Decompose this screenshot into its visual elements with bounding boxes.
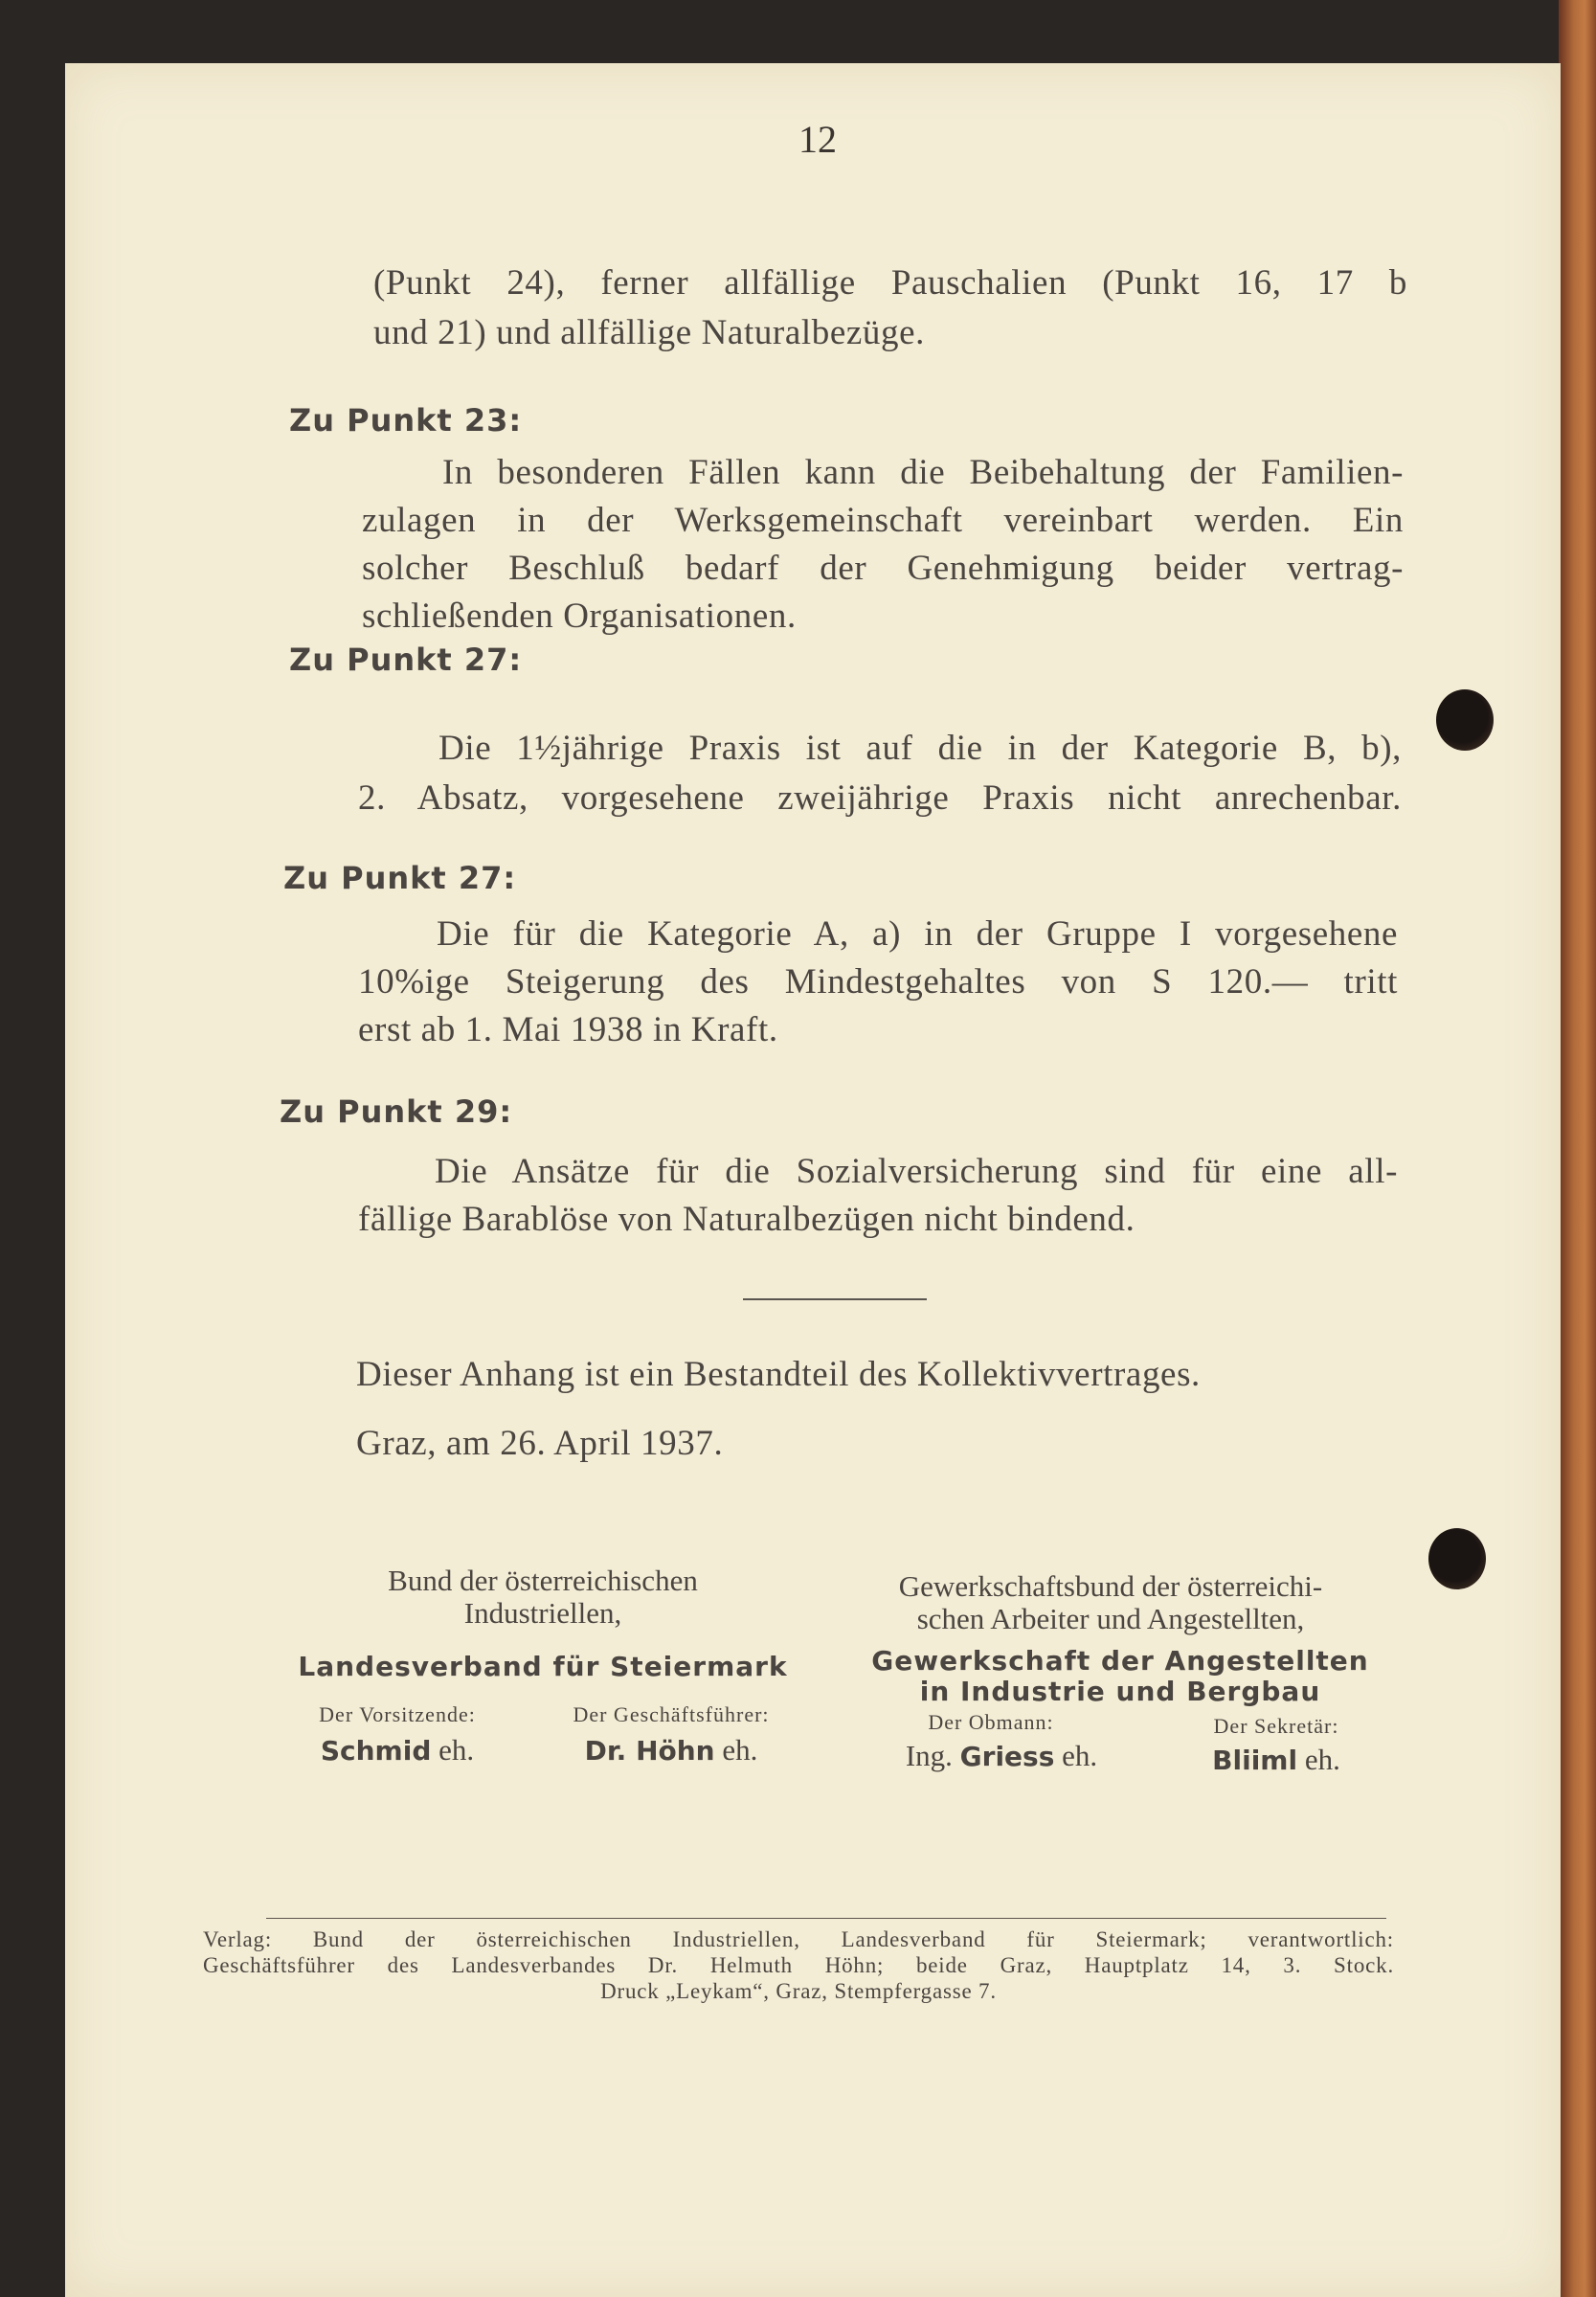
publisher-footer [203, 1926, 1394, 2004]
right-branch-line-2: in Industrie und Bergbau [919, 1676, 1321, 1707]
section-heading-punkt-23: Zu Punkt 23: [289, 402, 523, 439]
punch-hole-top [1436, 689, 1494, 751]
section-heading-punkt-27-second: Zu Punkt 27: [283, 860, 517, 896]
right-role-2: Der Sekretär: [1213, 1714, 1339, 1738]
left-signature-2 [542, 1733, 800, 1768]
left-role-1: Der Vorsitzende: [319, 1702, 476, 1726]
right-branch-line-1: Gewerkschaft der Angestellten [871, 1645, 1369, 1677]
punch-hole-bottom [1428, 1528, 1486, 1589]
right-signature-2 [1166, 1743, 1386, 1777]
left-branch: Landesverband für Steiermark [298, 1651, 788, 1682]
section-29-line-1: Die Ansätze für die Sozialversicherung sind für eine all- [435, 1152, 1398, 1191]
left-org-line-2: Industriellen, [463, 1596, 622, 1630]
section-27b-line-2: 10%ige Steigerung des Mindestgehaltes von S 120.— tritt [358, 962, 1398, 1002]
right-org-line-2: schen Arbeiter und Angestellten, [916, 1602, 1305, 1635]
binder-strip [1559, 0, 1596, 2297]
left-role-2: Der Geschäftsführer: [573, 1702, 770, 1726]
footer-rule [266, 1918, 1386, 1919]
closing-statement: Dieser Anhang ist ein Bestandteil des Kollektivvertrages. [356, 1355, 1201, 1394]
right-signature-1 [867, 1739, 1135, 1773]
section-heading-punkt-29: Zu Punkt 29: [280, 1093, 513, 1130]
right-name-1: Griess [959, 1741, 1055, 1772]
left-org-line-1: Bund der österreichischen [388, 1564, 698, 1597]
right-name-2: Bliiml [1212, 1745, 1298, 1776]
place-date: Graz, am 26. April 1937. [356, 1424, 724, 1463]
section-23-line-1: In besonderen Fällen kann die Beibehaltung der Familien- [442, 453, 1404, 492]
left-suffix-1: eh. [438, 1733, 475, 1767]
right-org-line-1: Gewerkschaftsbund der österreichi- [898, 1569, 1323, 1603]
left-signature-1 [278, 1733, 517, 1768]
left-suffix-2: eh. [722, 1733, 758, 1767]
left-name-2: Dr. Höhn [584, 1735, 715, 1767]
section-23-line-4: schließenden Organisationen. [362, 597, 797, 636]
section-23-line-2: zulagen in der Werksgemeinschaft vereinbart werden. Ein [362, 501, 1404, 540]
section-27b-line-3: erst ab 1. Mai 1938 in Kraft. [358, 1010, 778, 1049]
footer-line-3: Druck „Leykam“, Graz, Stempfergasse 7. [600, 1979, 997, 2003]
section-heading-punkt-27-first: Zu Punkt 27: [289, 642, 523, 678]
section-27b-line-1: Die für die Kategorie A, a) in der Gruppe I vorgesehene [437, 914, 1398, 954]
continuation-line-1: (Punkt 24), ferner allfällige Pauschalien (Punkt 16, 17 b [373, 263, 1407, 303]
footer-line-2: Geschäftsführer des Landesverbandes Dr. Helmuth Höhn; beide Graz, Hauptplatz 14, 3. Stock. [203, 1953, 1394, 1977]
separator-rule [743, 1298, 927, 1300]
right-prefix-1: Ing. [905, 1739, 953, 1772]
right-suffix-2: eh. [1304, 1743, 1340, 1776]
section-23-line-3: solcher Beschluß bedarf der Genehmigung beider vertrag- [362, 549, 1404, 588]
page-number: 12 [798, 118, 837, 161]
right-role-1: Der Obmann: [928, 1710, 1054, 1734]
footer-line-1: Verlag: Bund der österreichischen Industriellen, Landesverband für Steiermark; verantwortlich: [203, 1927, 1394, 1951]
section-29-line-2: fällige Barablöse von Naturalbezügen nicht bindend. [358, 1200, 1135, 1239]
continuation-line-2: und 21) und allfällige Naturalbezüge. [373, 313, 925, 352]
right-suffix-1: eh. [1062, 1739, 1098, 1772]
left-name-1: Schmid [320, 1735, 432, 1767]
section-27a-line-2: 2. Absatz, vorgesehene zweijährige Praxis nicht anrechenbar. [358, 778, 1402, 818]
section-27a-line-1: Die 1½jährige Praxis ist auf die in der Kategorie B, b), [438, 729, 1402, 768]
